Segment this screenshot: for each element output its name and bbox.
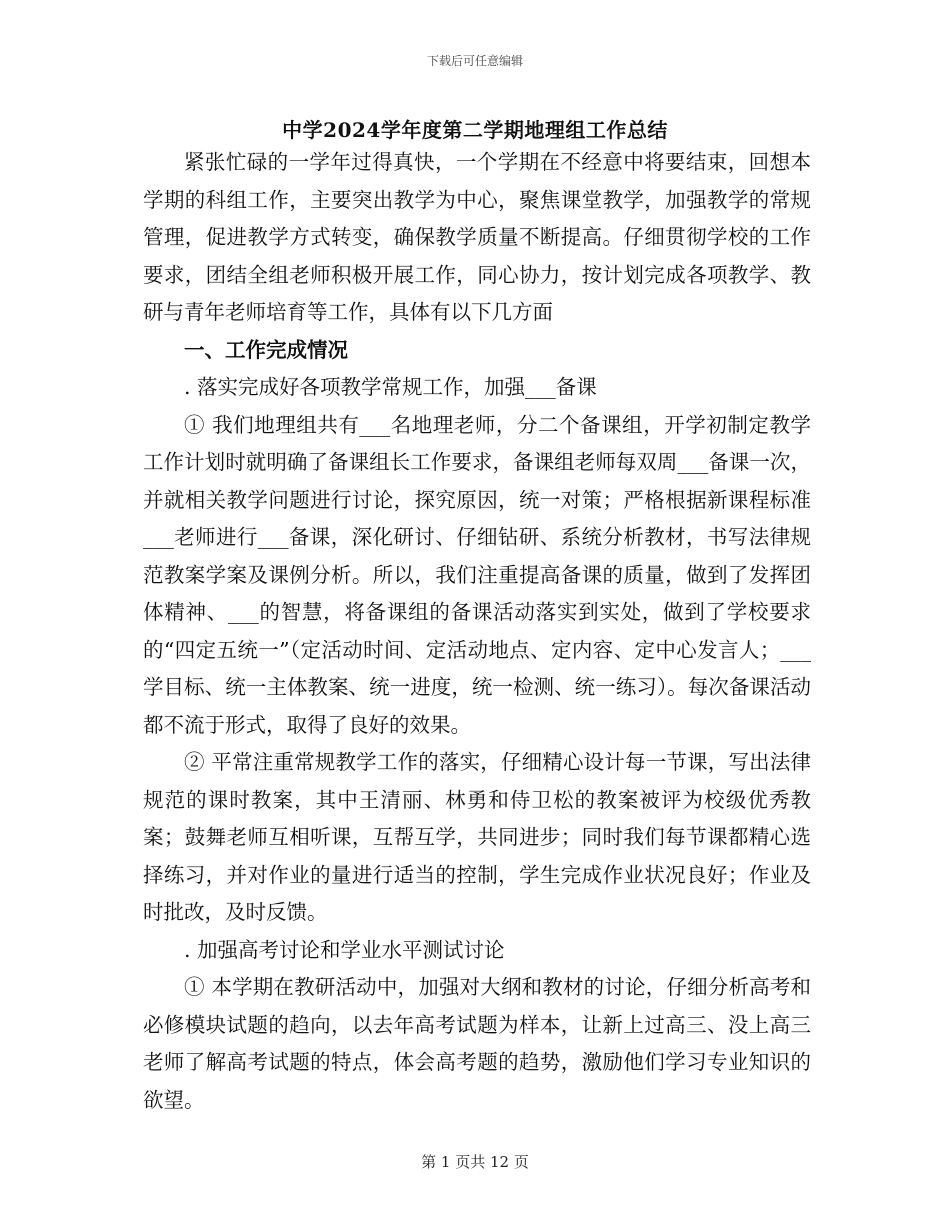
body-paragraph: ② 平常注重常规教学工作的落实，仔细精心设计每一节课，写出法律规范的课时教案，其中王清丽、林勇和侍卫松的教案被评为校级优秀教案；鼓舞老师互相听课，互帮互学，共同进步；同时我们每节课都精心选择练习，并对作业的量进行适当的控制，学生完成作业状况良好；作业及时批改，及时反馈。 — [143, 750, 811, 924]
body-paragraph: ① 我们地理组共有___名地理老师，分二个备课组，开学初制定教学工作计划时就明确了备课组长工作要求，备课组老师每双周___备课一次，并就相关教学问题进行讨论，探究原因，统一对策；严格根据新课程标准___老师进行___备课，深化研讨、仔细钻研、系统分析教材，书写法律规范教案学案及课例分析。所以，我们注重提高备课的质量，做到了发挥团体精神、___的智慧，将备课组的备课活动落实到实处，做到了学校要求的“四定五统一”（定活动时间、定活动地点、定内容、定中心发言人；___学目标、统一主体教案、统一进度，统一检测、统一练习）。每次备课活动都不流于形式，取得了良好的效果。 — [143, 412, 811, 737]
document-title: 中学2024学年度第二学期地理组工作总结 — [282, 118, 668, 142]
subsection-heading: . 加强高考讨论和学业水平测试讨论 — [184, 937, 505, 962]
document-body — [143, 144, 811, 1119]
subsection-heading: . 落实完成好各项教学常规工作，加强___备课 — [184, 375, 597, 399]
page-header: 下载后可任意编辑 — [426, 54, 523, 68]
page-footer: 第 1 页共 12 页 — [421, 1153, 529, 1171]
body-paragraph: ① 本学期在教研活动中，加强对大纲和教材的讨论，仔细分析高考和必修模块试题的趋向，以去年高考试题为样本，让新上过高三、没上高三老师了解高考试题的特点，体会高考题的趋势，激励他们学习专业知识的欲望。 — [143, 975, 811, 1112]
intro-paragraph: 紧张忙碌的一学年过得真快，一个学期在不经意中将要结束，回想本学期的科组工作，主要突出教学为中心，聚焦课堂教学，加强教学的常规管理，促进教学方式转变，确保教学质量不断提高。仔细贯彻学校的工作要求，团结全组老师积极开展工作，同心协力，按计划完成各项教学、教研与青年老师培育等工作，具体有以下几方面 — [143, 150, 811, 324]
section-heading: 一、工作完成情况 — [184, 337, 348, 362]
